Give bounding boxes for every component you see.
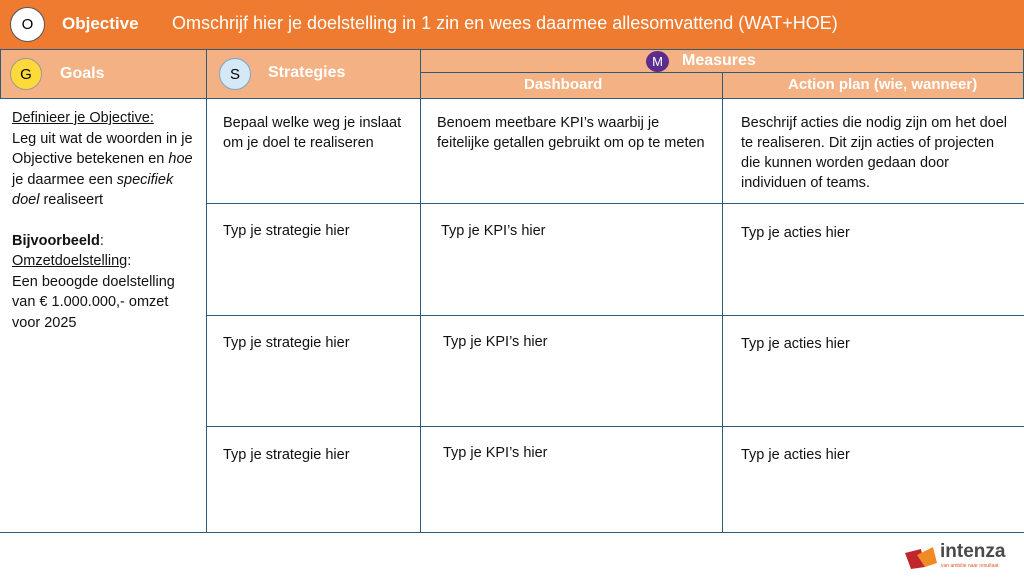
goals-explain-text-2: je daarmee een xyxy=(12,171,117,188)
example-subheading: Omzetdoelstelling xyxy=(12,253,128,269)
example-label: Bijvoorbeeld xyxy=(12,232,100,249)
action-plan-intro[interactable]: Beschrijf acties die nodig zijn om het doel te realiseren. Dit zijn acties of projecten die kunnen worden gedaan door individuen of teams. xyxy=(741,115,1007,191)
goals-explain-text-3: realiseert xyxy=(39,192,104,208)
goals-badge: G xyxy=(10,58,42,90)
grid-line-h1 xyxy=(206,203,1024,204)
strategy-cell-3[interactable]: Typ je strategie hier xyxy=(223,447,350,463)
objective-badge: O xyxy=(10,7,45,42)
kpi-cell-3[interactable]: Typ je KPI’s hier xyxy=(443,445,548,461)
grid-line-h2 xyxy=(206,315,1024,316)
action-cell-1[interactable]: Typ je acties hier xyxy=(741,225,850,241)
action-cell-3[interactable]: Typ je acties hier xyxy=(741,447,850,463)
objective-text[interactable]: Omschrijf hier je doelstelling in 1 zin en wees daarmee allesomvattend (WAT+HOE) xyxy=(172,13,838,33)
kpi-cell-2[interactable]: Typ je KPI’s hier xyxy=(443,334,548,350)
brand-name: intenza xyxy=(940,541,1006,562)
measures-badge: M xyxy=(646,51,669,72)
dashboard-header-label: Dashboard xyxy=(524,76,603,93)
goals-header-label: Goals xyxy=(60,65,105,82)
brand-tagline: van ambitie naar resultaat xyxy=(941,563,999,569)
example-sub-colon: : xyxy=(127,253,132,269)
action-cell-2[interactable]: Typ je acties hier xyxy=(741,336,850,352)
kpi-cell-1[interactable]: Typ je KPI’s hier xyxy=(441,223,546,239)
goals-define-heading: Definieer je Objective: xyxy=(12,110,154,126)
goals-hoe-text: hoe xyxy=(168,151,193,167)
objective-bar xyxy=(0,0,1024,50)
grid-line-h3 xyxy=(206,426,1024,427)
grid-line-bottom xyxy=(0,532,1024,533)
grid-line-v3 xyxy=(722,99,723,533)
example-text: Een beoogde doelstelling van € 1.000.000,- omzet voor 2025 xyxy=(12,273,175,331)
example-colon: : xyxy=(99,232,104,249)
strategies-badge: S xyxy=(219,58,251,90)
strategies-header-label: Strategies xyxy=(268,64,346,81)
objective-label: Objective xyxy=(62,14,139,33)
grid-line-v2 xyxy=(420,99,421,533)
goals-specifiek-text: specifiek doel xyxy=(12,171,174,208)
strategies-intro[interactable]: Bepaal welke weg je inslaat om je doel te realiseren xyxy=(223,115,402,151)
goals-description[interactable] xyxy=(12,108,197,333)
strategy-cell-1[interactable]: Typ je strategie hier xyxy=(223,223,350,239)
goals-explain-text: Leg uit wat de woorden in je Objective betekenen en xyxy=(12,130,193,167)
dashboard-intro[interactable]: Benoem meetbare KPI’s waarbij je feitelijke getallen gebruikt om op te meten xyxy=(437,115,705,151)
grid-line-v1 xyxy=(206,99,207,533)
strategy-cell-2[interactable]: Typ je strategie hier xyxy=(223,335,350,351)
measures-header-label: Measures xyxy=(682,52,756,69)
action-plan-header-label: Action plan (wie, wanneer) xyxy=(788,76,978,93)
